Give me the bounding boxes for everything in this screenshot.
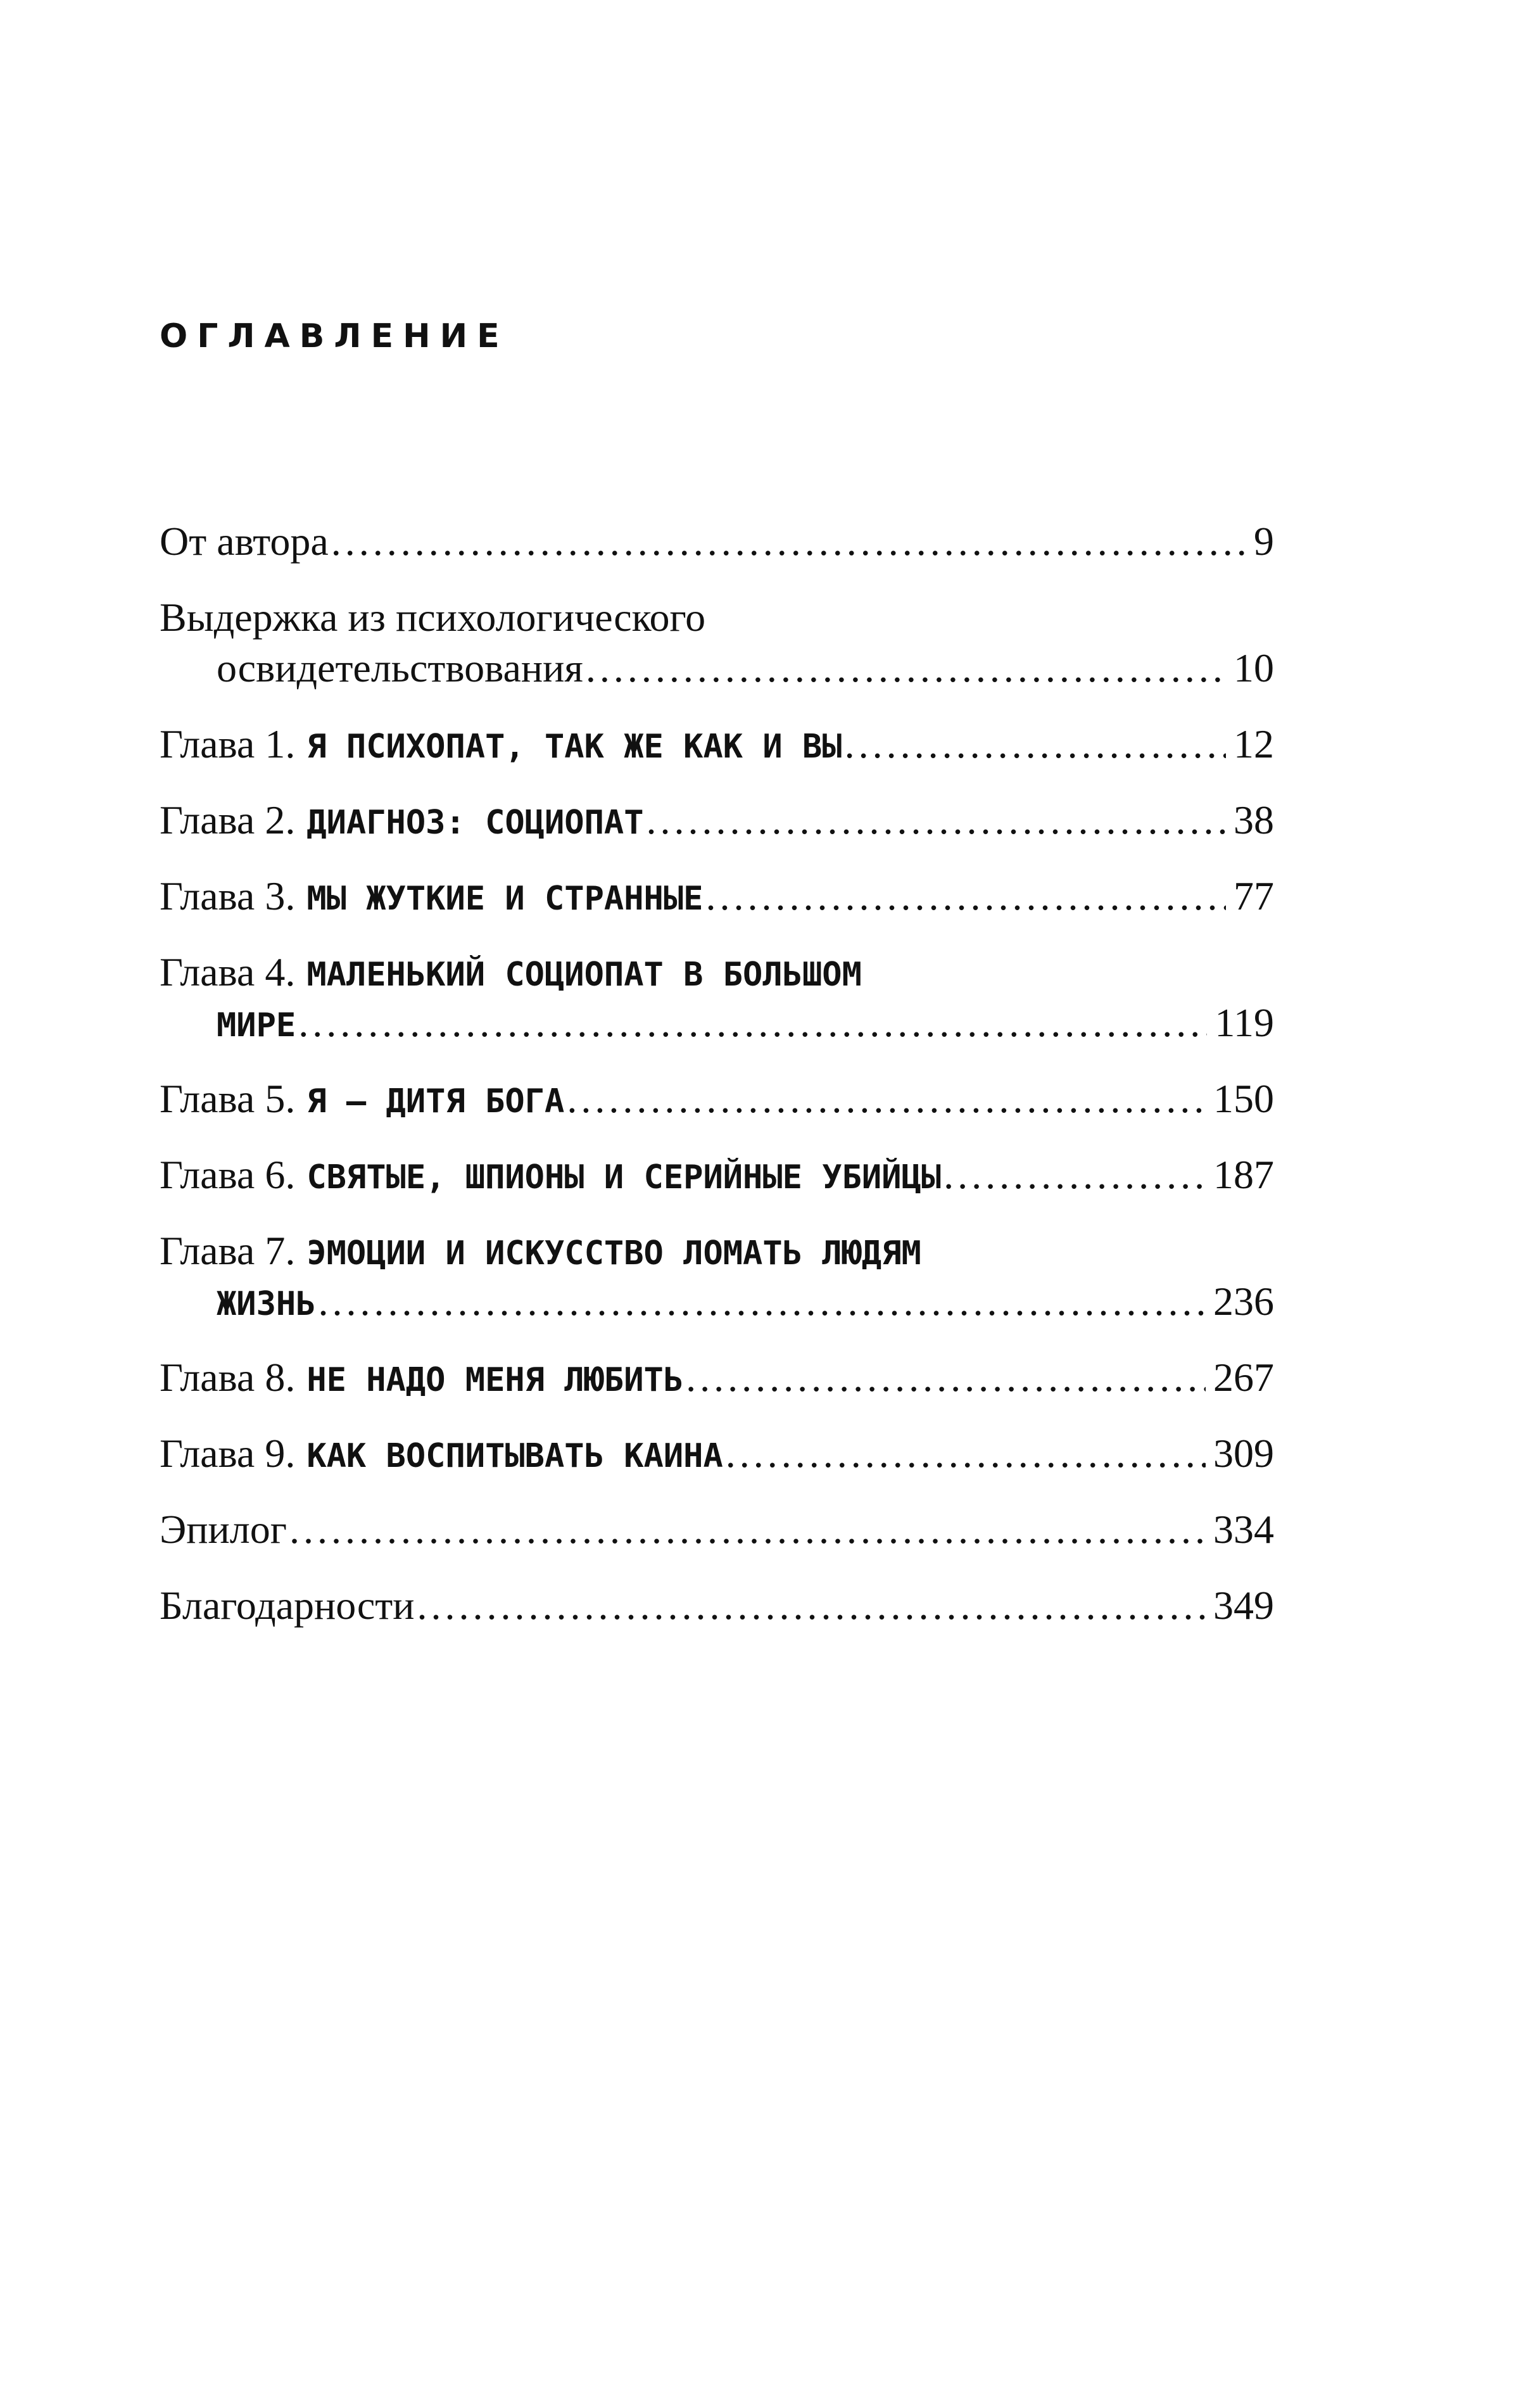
dot-leader [705,865,1226,928]
toc-page-number: 267 [1213,1355,1274,1400]
toc-entry-chapter-5[interactable] [160,1067,1274,1131]
toc-entry-title: Эпилог [160,1507,287,1552]
chapter-title: МИРЕ [217,1006,296,1044]
toc-entry-title: Благодарности [160,1583,415,1628]
toc-entry-title: От автора [160,519,329,564]
toc-page-number: 236 [1213,1279,1274,1324]
dot-leader [417,1574,1206,1637]
toc-page-number: 349 [1213,1583,1274,1628]
toc-page-number: 187 [1213,1152,1274,1197]
chapter-label: Глава 9. [160,1431,296,1476]
toc-page-number: 38 [1234,797,1274,842]
dot-leader [726,1422,1206,1485]
chapter-label: Глава 6. [160,1152,296,1197]
dot-leader [845,713,1226,776]
toc-entry-chapter-2[interactable] [160,789,1274,852]
dot-leader [567,1067,1206,1131]
toc-entry-chapter-3[interactable] [160,865,1274,928]
chapter-label: Глава 7. [160,1228,296,1273]
toc-entry-chapter-9[interactable] [160,1422,1274,1485]
toc-entry-chapter-6[interactable] [160,1143,1274,1207]
toc-entry-title: освидетельствования [217,645,583,690]
toc-entry-title: Выдержка из психологического [160,595,706,640]
chapter-label: Глава 4. [160,949,296,994]
toc-page-number: 309 [1213,1431,1274,1476]
dot-leader [298,991,1207,1055]
toc-entry-chapter-8[interactable] [160,1346,1274,1409]
chapter-title: СВЯТЫЕ, ШПИОНЫ И СЕРИЙНЫЕ УБИЙЦЫ [306,1158,942,1196]
chapter-title: ДИАГНОЗ: СОЦИОПАТ [306,804,644,842]
chapter-title: ЭМОЦИИ И ИСКУССТВО ЛОМАТЬ ЛЮДЯМ [306,1234,921,1272]
toc-entry-epilogue[interactable] [160,1498,1274,1561]
dot-leader [331,510,1246,573]
toc-page-number: 10 [1234,645,1274,690]
chapter-title: ЖИЗНЬ [217,1285,316,1323]
chapter-label: Глава 3. [160,873,296,918]
dot-leader [686,1346,1206,1409]
toc-entry-chapter-7[interactable] [217,1270,1274,1333]
chapter-label: Глава 8. [160,1355,296,1400]
chapter-title: МЫ ЖУТКИЕ И СТРАННЫЕ [306,880,704,918]
dot-leader [319,1270,1206,1333]
chapter-title: НЕ НАДО МЕНЯ ЛЮБИТЬ [306,1361,684,1399]
dot-leader [647,789,1226,852]
toc-page-number: 9 [1254,519,1274,564]
chapter-label: Глава 1. [160,721,296,766]
toc-entry-excerpt[interactable] [217,637,1274,700]
chapter-title: Я ПСИХОПАТ, ТАК ЖЕ КАК И ВЫ [306,728,842,766]
chapter-label: Глава 2. [160,797,296,842]
toc-entry-author-note[interactable] [160,510,1274,573]
toc-page-number: 77 [1234,873,1274,918]
chapter-label: Глава 5. [160,1076,296,1121]
toc-entry-chapter-4[interactable] [217,991,1274,1055]
dot-leader [944,1143,1206,1207]
dot-leader [289,1498,1206,1561]
chapter-title: КАК ВОСПИТЫВАТЬ КАИНА [306,1437,723,1475]
toc-page-number: 150 [1213,1076,1274,1121]
toc-entry-chapter-1[interactable] [160,713,1274,776]
page-title: ОГЛАВЛЕНИЕ [160,317,509,355]
chapter-title: Я — ДИТЯ БОГА [306,1082,565,1120]
toc-entry-acknowledgements[interactable] [160,1574,1274,1637]
dot-leader [586,637,1226,700]
chapter-title: МАЛЕНЬКИЙ СОЦИОПАТ В БОЛЬШОМ [306,956,862,994]
toc-page-number: 12 [1234,721,1274,766]
toc-page-number: 334 [1213,1507,1274,1552]
toc-page-number: 119 [1215,1000,1274,1045]
